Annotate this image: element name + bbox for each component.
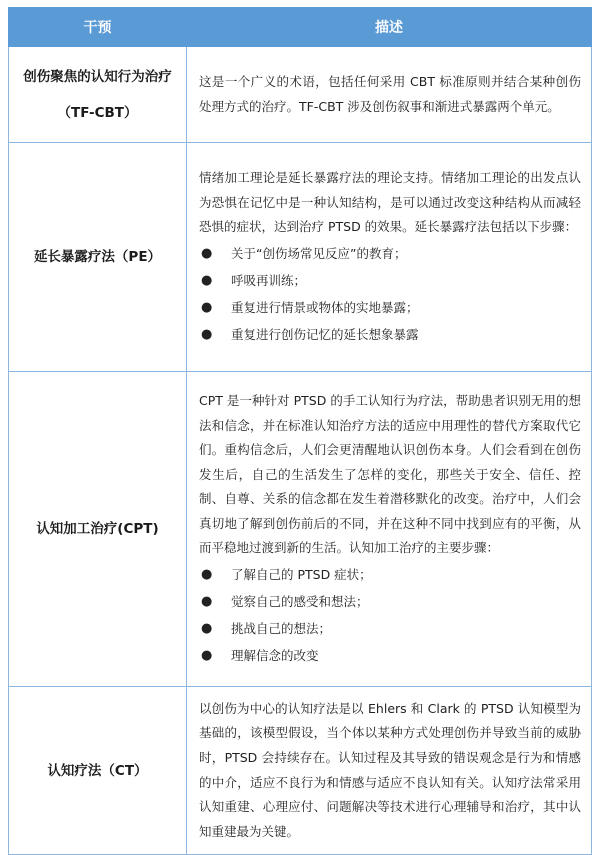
bullet-icon: ● (201, 245, 213, 261)
list-item (199, 642, 581, 669)
description-text: 这是一个广义的术语，包括任何采用 CBT 标准原则并结合某种创伤处理方式的治疗。TF-CBT 涉及创伤叙事和渐进式暴露两个单元。 (199, 73, 581, 114)
term-cell (9, 372, 187, 687)
table-row (9, 47, 592, 143)
list-item-text: 理解信念的改变 (231, 648, 319, 664)
list-item (199, 321, 581, 348)
bullet-icon: ● (201, 594, 213, 610)
list-item-text: 挑战自己的想法； (231, 621, 332, 637)
list-item-text: 呼吸再训练； (231, 272, 307, 288)
term-label: 创伤聚焦的认知行为治疗 (23, 68, 172, 85)
list-item-text: 了解自己的 PTSD 症状； (231, 567, 372, 583)
bullet-icon: ● (201, 621, 213, 637)
description-cell (187, 143, 592, 372)
bullet-icon: ● (201, 567, 213, 583)
list-item (199, 615, 581, 642)
term-label-abbr: （TF-CBT） (57, 104, 138, 121)
list-item (199, 294, 581, 321)
table-row (9, 687, 592, 855)
bullet-icon: ● (201, 648, 213, 664)
intervention-table (8, 7, 592, 855)
bullet-icon: ● (201, 272, 213, 288)
steps-list (199, 240, 581, 348)
list-item (199, 561, 581, 588)
term-label: 认知疗法（CT） (47, 762, 148, 779)
term-label: 认知加工治疗(CPT) (36, 521, 159, 537)
header-description: 描述 (187, 8, 592, 47)
table-header-row (9, 8, 592, 47)
description-text: 情绪加工理论是延长暴露疗法的理论支持。情绪加工理论的出发点认为恐惧在记忆中是一种认知结构，是可以通过改变这种结构从而减轻恐惧的症状，达到治疗 PTSD 的效果。延长暴露疗法包括以下步骤： (199, 170, 581, 235)
list-item-text: 觉察自己的感受和想法； (231, 594, 369, 610)
bullet-icon: ● (201, 326, 213, 342)
table-row (9, 372, 592, 687)
list-item-text: 关于“创伤场常见反应”的教育； (231, 245, 407, 261)
list-item (199, 588, 581, 615)
steps-list (199, 561, 581, 669)
term-cell (9, 687, 187, 855)
list-item-text: 重复进行情景或物体的实地暴露； (231, 299, 419, 315)
header-intervention: 干预 (9, 8, 187, 47)
table-row (9, 143, 592, 372)
description-cell (187, 372, 592, 687)
term-cell (9, 143, 187, 372)
description-text: 以创伤为中心的认知疗法是以 Ehlers 和 Clark 的 PTSD 认知模型为基础的，该模型假设，当个体以某种方式处理创伤并导致当前的威胁时，PTSD 会持续存在。认知过程及其导致的错误观念是行为和情感的中介，适应不良行为和情感与适应不良认知有关。认知疗法常采用认知重建、心理应付、问题解决等技术进行心理辅导和治疗，其中认知重建最为关键。 (199, 700, 581, 839)
list-item (199, 240, 581, 267)
bullet-icon: ● (201, 299, 213, 315)
list-item-text: 重复进行创伤记忆的延长想象暴露 (231, 326, 419, 342)
description-text: CPT 是一种针对 PTSD 的手工认知行为疗法，帮助患者识别无用的想法和信念，并在标准认知治疗方法的适应中用理性的替代方案取代它们。重构信念后，人们会更清醒地认识创伤本身。人们会看到在创伤发生后，自己的生活发生了怎样的变化，那些关于安全、信任、控制、自尊、关系的信念都在发生着潜移默化的改变。治疗中，人们会真切地了解到创伤前后的不同，并在这种不同中找到应有的平衡，从而平稳地过渡到新的生活。认知加工治疗的主要步骤： (199, 392, 581, 556)
list-item (199, 267, 581, 294)
description-cell (187, 687, 592, 855)
term-cell (9, 47, 187, 143)
term-label: 延长暴露疗法（PE） (33, 249, 162, 265)
description-cell (187, 47, 592, 143)
